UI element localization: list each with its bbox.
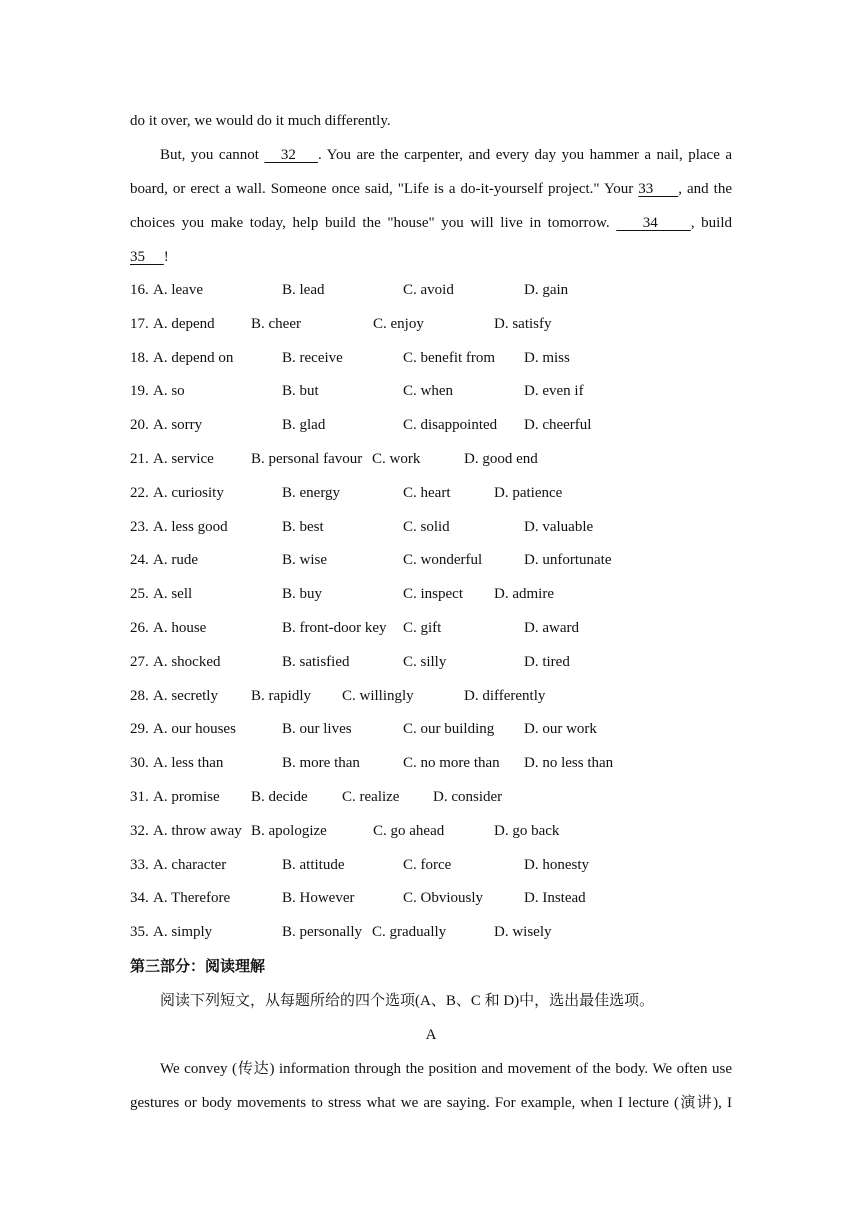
option-b: B. cheer bbox=[251, 315, 301, 332]
question-row bbox=[130, 646, 732, 680]
question-row bbox=[130, 815, 732, 849]
option-b: B. best bbox=[282, 518, 324, 535]
option-d: D. honesty bbox=[524, 856, 589, 873]
question-number: 20. bbox=[130, 417, 149, 434]
question-row bbox=[130, 308, 732, 342]
option-d: D. our work bbox=[524, 721, 597, 738]
question-number: 31. bbox=[130, 788, 149, 805]
option-c: C. our building bbox=[403, 721, 495, 738]
option-a: A. less than bbox=[153, 755, 224, 772]
option-b: B. satisfied bbox=[282, 653, 350, 670]
option-b: B. our lives bbox=[282, 721, 352, 738]
option-d: D. Instead bbox=[524, 890, 586, 907]
option-d: D. unfortunate bbox=[524, 552, 612, 569]
option-a: A. character bbox=[153, 856, 227, 873]
question-row bbox=[130, 916, 732, 950]
blank-35: 35 bbox=[130, 249, 164, 265]
question-number: 32. bbox=[130, 822, 149, 839]
option-c: C. benefit from bbox=[403, 349, 496, 366]
question-number: 33. bbox=[130, 856, 149, 873]
passage-line bbox=[130, 240, 732, 274]
option-a: A. secretly bbox=[153, 687, 218, 704]
option-c: C. work bbox=[372, 450, 421, 467]
option-c: C. solid bbox=[403, 518, 450, 535]
question-number: 29. bbox=[130, 721, 149, 738]
option-c: C. force bbox=[403, 856, 452, 873]
passage-text: choices you make today, help build the "house" you will live in tomorrow. bbox=[130, 215, 617, 231]
question-row bbox=[130, 274, 732, 308]
option-d: D. differently bbox=[464, 687, 546, 704]
option-c: C. gradually bbox=[372, 924, 447, 941]
option-a: A. so bbox=[153, 383, 185, 400]
option-d: D. miss bbox=[524, 349, 570, 366]
option-b: B. However bbox=[282, 890, 355, 907]
option-b: B. rapidly bbox=[251, 687, 311, 704]
passage-text: . You are the carpenter, and every day you hammer a nail, place a bbox=[317, 147, 733, 163]
option-b: B. decide bbox=[251, 788, 308, 805]
option-a: A. Therefore bbox=[153, 890, 231, 907]
question-list bbox=[130, 274, 732, 950]
document-page bbox=[130, 104, 732, 1120]
option-c: C. willingly bbox=[342, 687, 414, 704]
question-row bbox=[130, 342, 732, 376]
option-b: B. apologize bbox=[251, 822, 327, 839]
blank-33: 33 bbox=[638, 181, 679, 197]
option-b: B. but bbox=[282, 383, 319, 400]
question-row bbox=[130, 781, 732, 815]
blank-32: 32 bbox=[264, 147, 318, 163]
option-c: C. heart bbox=[403, 484, 451, 501]
option-a: A. service bbox=[153, 450, 214, 467]
option-a: A. sorry bbox=[153, 417, 203, 434]
question-number: 17. bbox=[130, 315, 149, 332]
option-a: A. depend on bbox=[153, 349, 234, 366]
passage-text: ! bbox=[163, 249, 169, 265]
option-b: B. lead bbox=[282, 282, 325, 298]
question-row bbox=[130, 409, 732, 443]
option-d: D. admire bbox=[494, 586, 554, 603]
question-number: 19. bbox=[130, 383, 149, 400]
option-a: A. our houses bbox=[153, 721, 236, 738]
option-b: B. buy bbox=[282, 586, 323, 603]
option-c: C. when bbox=[403, 383, 453, 400]
option-d: D. no less than bbox=[524, 755, 614, 772]
option-c: C. gift bbox=[403, 619, 442, 636]
option-d: D. valuable bbox=[524, 518, 594, 535]
option-c: C. realize bbox=[342, 788, 400, 805]
option-a: A. simply bbox=[153, 924, 213, 941]
passage-line: gestures or body movements to stress what we are saying. For example, when I lecture (演讲), I bbox=[130, 1094, 732, 1111]
question-row bbox=[130, 511, 732, 545]
option-c: C. silly bbox=[403, 653, 447, 670]
option-b: B. glad bbox=[282, 417, 326, 434]
option-c: C. enjoy bbox=[373, 315, 424, 332]
option-b: B. personal favour bbox=[251, 450, 363, 467]
option-a: A. leave bbox=[153, 282, 203, 298]
option-a: A. less good bbox=[153, 518, 228, 535]
option-b: B. front-door key bbox=[282, 619, 387, 636]
option-a: A. curiosity bbox=[153, 484, 224, 501]
question-number: 27. bbox=[130, 653, 149, 670]
question-number: 24. bbox=[130, 552, 149, 569]
question-row bbox=[130, 375, 732, 409]
option-a: A. throw away bbox=[153, 822, 242, 839]
option-d: D. gain bbox=[524, 282, 569, 298]
question-row bbox=[130, 544, 732, 578]
passage-text: But, you cannot bbox=[160, 147, 265, 163]
passage-line: do it over, we would do it much differently. bbox=[130, 113, 391, 129]
option-d: D. tired bbox=[524, 653, 570, 670]
option-c: C. disappointed bbox=[403, 417, 498, 434]
passage-label: A bbox=[425, 1026, 437, 1043]
option-d: D. cheerful bbox=[524, 417, 592, 434]
question-row bbox=[130, 578, 732, 612]
option-a: A. shocked bbox=[153, 653, 221, 670]
question-row bbox=[130, 680, 732, 714]
question-number: 18. bbox=[130, 349, 149, 366]
section-instruction: 阅读下列短文，从每题所给的四个选项(A、B、C 和 D)中，选出最佳选项。 bbox=[160, 992, 655, 1009]
option-d: D. patience bbox=[494, 484, 563, 501]
option-d: D. go back bbox=[494, 822, 560, 839]
passage-line bbox=[130, 172, 732, 206]
passage-text: , and the bbox=[678, 181, 733, 197]
option-b: B. energy bbox=[282, 484, 341, 501]
option-d: D. wisely bbox=[494, 924, 552, 941]
question-number: 25. bbox=[130, 586, 149, 603]
question-number: 26. bbox=[130, 619, 149, 636]
question-row bbox=[130, 713, 732, 747]
option-a: A. promise bbox=[153, 788, 220, 805]
question-row bbox=[130, 747, 732, 781]
option-a: A. rude bbox=[153, 552, 198, 569]
option-b: B. more than bbox=[282, 755, 360, 772]
question-number: 23. bbox=[130, 518, 149, 535]
section-heading: 第三部分：阅读理解 bbox=[130, 958, 266, 975]
question-row bbox=[130, 612, 732, 646]
option-a: A. house bbox=[153, 619, 207, 636]
option-d: D. satisfy bbox=[494, 315, 552, 332]
option-b: B. attitude bbox=[282, 856, 345, 873]
question-number: 35. bbox=[130, 924, 149, 941]
option-b: B. wise bbox=[282, 552, 327, 569]
question-number: 22. bbox=[130, 484, 149, 501]
question-row bbox=[130, 849, 732, 883]
passage-text: , build bbox=[690, 215, 733, 231]
passage-line bbox=[130, 206, 732, 240]
question-number: 21. bbox=[130, 450, 149, 467]
blank-34: 34 bbox=[616, 215, 691, 231]
option-c: C. no more than bbox=[403, 755, 500, 772]
option-c: C. Obviously bbox=[403, 890, 484, 907]
question-number: 30. bbox=[130, 755, 149, 772]
option-c: C. inspect bbox=[403, 586, 463, 603]
question-row bbox=[130, 477, 732, 511]
question-row bbox=[130, 443, 732, 477]
option-c: C. avoid bbox=[403, 282, 454, 298]
question-row bbox=[130, 882, 732, 916]
option-d: D. even if bbox=[524, 383, 584, 400]
option-b: B. personally bbox=[282, 924, 362, 941]
option-d: D. good end bbox=[464, 450, 538, 467]
option-a: A. depend bbox=[153, 315, 215, 332]
passage-line bbox=[130, 138, 732, 172]
question-number: 34. bbox=[130, 890, 149, 907]
option-a: A. sell bbox=[153, 586, 193, 603]
option-d: D. consider bbox=[433, 788, 503, 805]
option-c: C. wonderful bbox=[403, 552, 483, 569]
option-d: D. award bbox=[524, 619, 579, 636]
option-c: C. go ahead bbox=[373, 822, 445, 839]
passage-text: board, or erect a wall. Someone once said, "Life is a do-it-yourself project." Your bbox=[130, 181, 639, 197]
question-number: 28. bbox=[130, 687, 149, 704]
option-b: B. receive bbox=[282, 349, 343, 366]
passage-line: We convey (传达) information through the position and movement of the body. We often use bbox=[160, 1060, 732, 1077]
question-number: 16. bbox=[130, 282, 149, 298]
